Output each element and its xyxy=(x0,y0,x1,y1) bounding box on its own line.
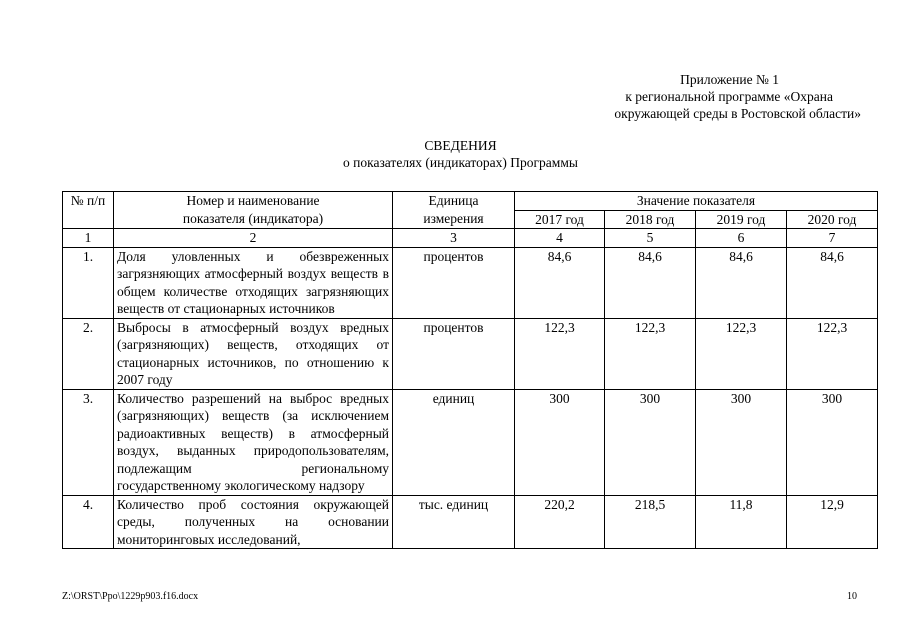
value-2019: 300 xyxy=(696,389,787,495)
indicator-name: Доля уловленных и обезвреженных загрязняющих атмосферный воздух веществ в общем количестве отходящих загрязняющих веществ от стационарных источников xyxy=(114,247,393,318)
header-num: № п/п xyxy=(63,192,114,229)
header-name xyxy=(114,192,393,229)
value-2017: 300 xyxy=(515,389,605,495)
appendix-line-3: окружающей среды в Ростовской области» xyxy=(614,106,861,121)
header-unit-line-1: Единица xyxy=(428,193,479,208)
table-row xyxy=(63,247,878,318)
indicator-name: Выбросы в атмосферный воздух вредных (загрязняющих) веществ, отходящих от стационарных источников, по отношению к 2007 году xyxy=(114,318,393,389)
column-index: 7 xyxy=(787,229,878,248)
indicator-unit: процентов xyxy=(393,318,515,389)
column-index: 1 xyxy=(63,229,114,248)
row-number: 4. xyxy=(63,495,114,549)
indicator-name: Количество разрешений на выброс вредных (загрязняющих) веществ (за исключением радиоактивных веществ) в атмосферный воздух, выданных природопользователям, подлежащим региональному государственному экологическому надзору xyxy=(114,389,393,495)
table-row xyxy=(63,318,878,389)
appendix-line-2: к региональной программе «Охрана xyxy=(625,89,833,104)
table-row xyxy=(63,495,878,549)
column-index: 4 xyxy=(515,229,605,248)
column-index: 3 xyxy=(393,229,515,248)
appendix-note xyxy=(541,71,861,122)
value-2020: 122,3 xyxy=(787,318,878,389)
value-2018: 218,5 xyxy=(605,495,696,549)
value-2017: 220,2 xyxy=(515,495,605,549)
header-year: 2018 год xyxy=(605,210,696,229)
value-2020: 84,6 xyxy=(787,247,878,318)
header-name-line-2: показателя (индикатора) xyxy=(182,210,324,226)
value-2020: 12,9 xyxy=(787,495,878,549)
table-row xyxy=(63,389,878,495)
indicator-unit: процентов xyxy=(393,247,515,318)
header-unit xyxy=(393,192,515,229)
document-heading xyxy=(0,137,905,171)
column-index-row xyxy=(63,229,878,248)
value-2017: 122,3 xyxy=(515,318,605,389)
value-2017: 84,6 xyxy=(515,247,605,318)
value-2018: 300 xyxy=(605,389,696,495)
appendix-line-1: Приложение № 1 xyxy=(680,72,779,87)
row-number: 3. xyxy=(63,389,114,495)
header-year: 2019 год xyxy=(696,210,787,229)
header-unit-line-2: измерения xyxy=(423,210,484,226)
header-values: Значение показателя xyxy=(515,192,878,211)
value-2019: 11,8 xyxy=(696,495,787,549)
row-number: 2. xyxy=(63,318,114,389)
header-year: 2020 год xyxy=(787,210,878,229)
header-name-line-1: Номер и наименование xyxy=(186,193,320,208)
value-2018: 84,6 xyxy=(605,247,696,318)
footer-file-path: Z:\ORST\Ppo\1229p903.f16.docx xyxy=(62,591,199,602)
table-header-row xyxy=(63,192,878,211)
indicator-name: Количество проб состояния окружающей среды, полученных на основании мониторинговых исследований, xyxy=(114,495,393,549)
indicators-table xyxy=(62,191,878,549)
value-2019: 122,3 xyxy=(696,318,787,389)
document-subtitle: о показателях (индикаторах) Программы xyxy=(343,155,578,170)
value-2020: 300 xyxy=(787,389,878,495)
page-number: 10 xyxy=(847,591,857,602)
header-year: 2017 год xyxy=(515,210,605,229)
value-2019: 84,6 xyxy=(696,247,787,318)
column-index: 6 xyxy=(696,229,787,248)
row-number: 1. xyxy=(63,247,114,318)
column-index: 2 xyxy=(114,229,393,248)
indicator-unit: тыс. единиц xyxy=(393,495,515,549)
indicator-unit: единиц xyxy=(393,389,515,495)
column-index: 5 xyxy=(605,229,696,248)
document-title: СВЕДЕНИЯ xyxy=(424,138,497,153)
value-2018: 122,3 xyxy=(605,318,696,389)
